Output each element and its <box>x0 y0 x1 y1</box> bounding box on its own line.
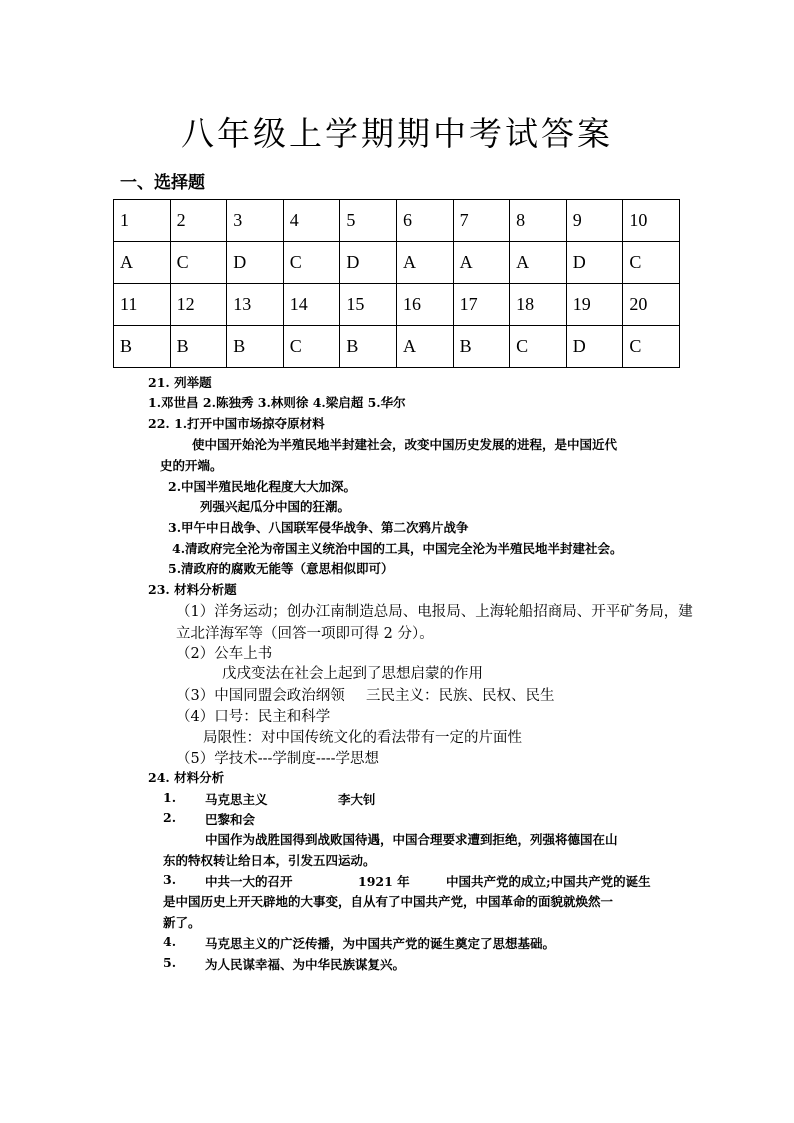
answer-cell: B <box>114 326 171 368</box>
answer-cell: A <box>396 242 453 284</box>
answer-cell: A <box>396 326 453 368</box>
q22-line: 2.中国半殖民地化程度大大加深。 <box>168 479 357 494</box>
answer-cell: C <box>510 326 567 368</box>
q22-line: 3.甲午中日战争、八国联军侵华战争、第二次鸦片战争 <box>168 520 469 535</box>
q24-answer: 新了。 <box>163 915 201 930</box>
q22-line: 史的开端。 <box>160 458 223 473</box>
q24-answer: 中国共产党的成立;中国共产党的诞生 <box>446 874 651 889</box>
q24-answer: 马克思主义的广泛传播，为中国共产党的诞生奠定了思想基础。 <box>205 936 556 951</box>
answer-cell: B <box>340 326 397 368</box>
q24-item-number: 4. <box>163 934 177 949</box>
answer-cell: D <box>566 242 623 284</box>
answer-cell: C <box>283 242 340 284</box>
question-number-cell: 8 <box>510 200 567 242</box>
table-row-answers <box>114 326 680 368</box>
question-number-cell: 9 <box>566 200 623 242</box>
q23-answer: 立北洋海军等（回答一项即可得 2 分）。 <box>176 626 434 642</box>
question-number-cell: 2 <box>170 200 227 242</box>
answer-cell: A <box>453 242 510 284</box>
q23-answer: （1）洋务运动；创办江南制造总局、电报局、上海轮船招商局、开平矿务局，建 <box>176 604 693 620</box>
q24-item-number: 5. <box>163 955 177 970</box>
answer-cell: D <box>227 242 284 284</box>
q23-answer: 三民主义：民族、民权、民生 <box>366 688 555 704</box>
q23-answer: （2）公车上书 <box>176 646 273 662</box>
choice-answer-table <box>113 199 680 368</box>
q24-answer: 东的特权转让给日本，引发五四运动。 <box>163 853 376 868</box>
q24-answer: 马克思主义 <box>205 792 268 807</box>
q23-answer: （3）中国同盟会政治纲领 <box>176 688 345 704</box>
question-number-cell: 15 <box>340 284 397 326</box>
q22-line: 列强兴起瓜分中国的狂潮。 <box>200 499 351 514</box>
question-number-cell: 4 <box>283 200 340 242</box>
q24-answer: 为人民谋幸福、为中华民族谋复兴。 <box>205 957 406 972</box>
q23-answer: （4）口号：民主和科学 <box>176 709 331 725</box>
question-number-cell: 20 <box>623 284 680 326</box>
question-number-cell: 13 <box>227 284 284 326</box>
question-number-cell: 19 <box>566 284 623 326</box>
q21-heading: 21. 列举题 <box>148 375 212 390</box>
question-number-cell: 17 <box>453 284 510 326</box>
q24-item-number: 3. <box>163 872 177 887</box>
answer-cell: D <box>566 326 623 368</box>
q22-line: 使中国开始沦为半殖民地半封建社会，改变中国历史发展的进程，是中国近代 <box>192 437 618 452</box>
q24-answer: 中国作为战胜国得到战败国待遇，中国合理要求遭到拒绝，列强将德国在山 <box>205 832 618 847</box>
answer-cell: A <box>510 242 567 284</box>
table-row-question-numbers <box>114 284 680 326</box>
question-number-cell: 10 <box>623 200 680 242</box>
answer-cell: C <box>623 326 680 368</box>
question-number-cell: 7 <box>453 200 510 242</box>
q24-answer: 巴黎和会 <box>205 812 256 827</box>
section-heading-choice: 一、选择题 <box>120 173 205 193</box>
answer-cell: B <box>453 326 510 368</box>
question-number-cell: 16 <box>396 284 453 326</box>
q24-answer: 是中国历史上开天辟地的大事变，自从有了中国共产党，中国革命的面貌就焕然一 <box>163 894 614 909</box>
question-number-cell: 11 <box>114 284 171 326</box>
q24-item-number: 2. <box>163 810 177 825</box>
answer-cell: C <box>623 242 680 284</box>
question-number-cell: 6 <box>396 200 453 242</box>
question-number-cell: 14 <box>283 284 340 326</box>
answer-cell: A <box>114 242 171 284</box>
table-row-question-numbers <box>114 200 680 242</box>
q22-line: 22. 1.打开中国市场掠夺原材料 <box>148 416 325 431</box>
page-title: 八年级上学期期中考试答案 <box>181 114 613 153</box>
question-number-cell: 3 <box>227 200 284 242</box>
question-number-cell: 1 <box>114 200 171 242</box>
q24-answer: 1921 年 <box>358 874 410 889</box>
answer-cell: C <box>170 242 227 284</box>
q24-answer: 李大钊 <box>338 792 376 807</box>
q24-answer: 中共一大的召开 <box>205 874 293 889</box>
question-number-cell: 5 <box>340 200 397 242</box>
answer-cell: B <box>170 326 227 368</box>
answer-cell: C <box>283 326 340 368</box>
table-row-answers <box>114 242 680 284</box>
q21-answers: 1.邓世昌 2.陈独秀 3.林则徐 4.梁启超 5.华尔 <box>148 395 406 410</box>
q24-heading: 24. 材料分析 <box>148 770 225 785</box>
q22-line: 5.清政府的腐败无能等（意思相似即可） <box>168 561 394 576</box>
question-number-cell: 18 <box>510 284 567 326</box>
q23-answer: （5）学技术---学制度----学思想 <box>176 751 380 767</box>
answer-cell: B <box>227 326 284 368</box>
q23-heading: 23. 材料分析题 <box>148 582 237 597</box>
question-number-cell: 12 <box>170 284 227 326</box>
answer-cell: D <box>340 242 397 284</box>
q23-answer: 戊戌变法在社会上起到了思想启蒙的作用 <box>222 666 483 682</box>
q22-line: 4.清政府完全沦为帝国主义统治中国的工具，中国完全沦为半殖民地半封建社会。 <box>172 541 623 556</box>
q23-answer: 局限性：对中国传统文化的看法带有一定的片面性 <box>203 730 522 746</box>
q24-item-number: 1. <box>163 790 177 805</box>
